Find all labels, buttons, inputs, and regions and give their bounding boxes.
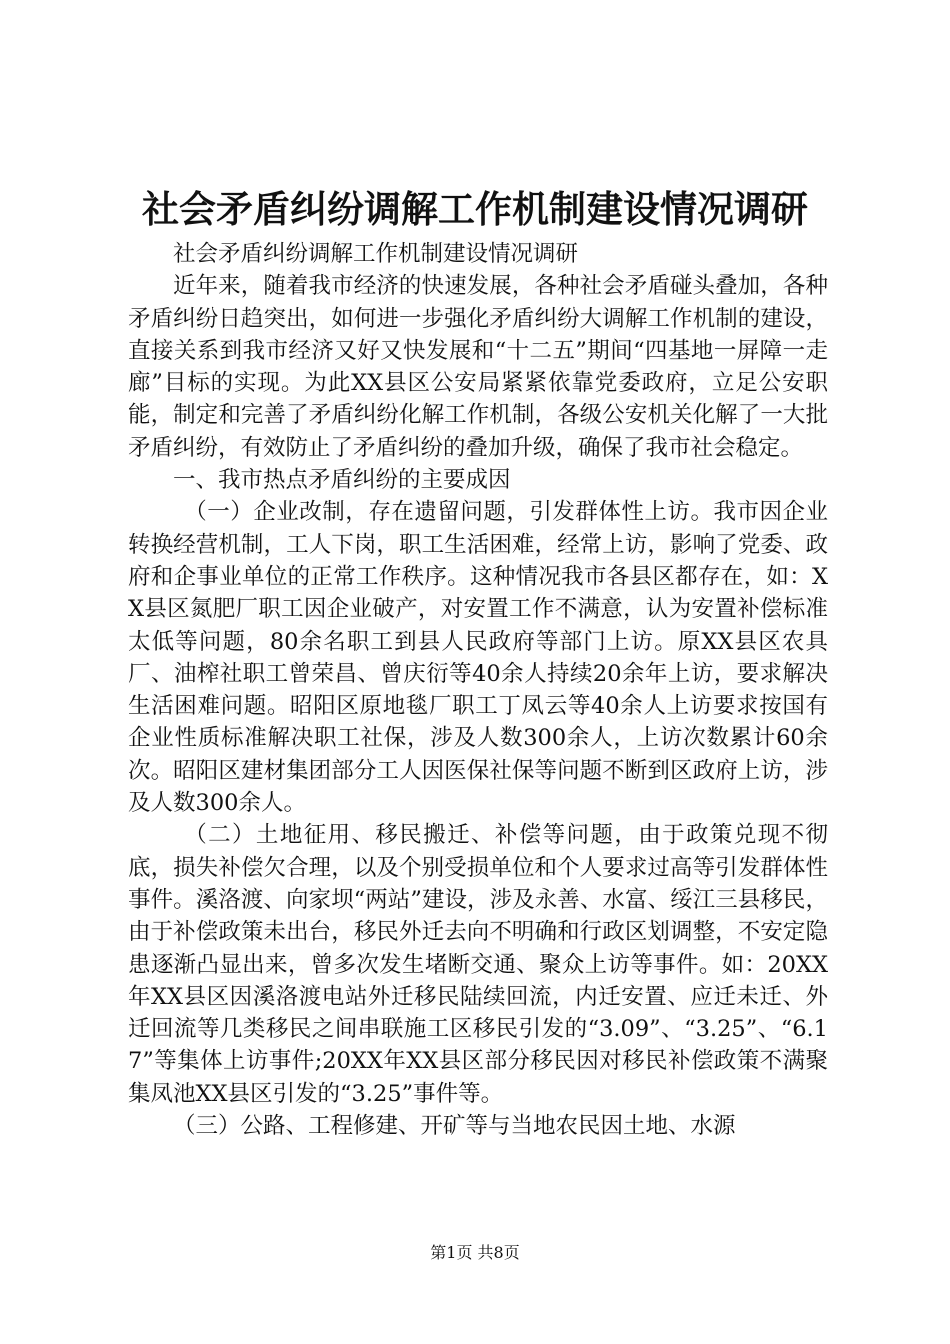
document-body — [128, 238, 828, 1142]
paragraph-item-1: （一）企业改制，存在遗留问题，引发群体性上访。我市因企业转换经营机制，工人下岗，职工生活困难，经常上访，影响了党委、政府和企事业单位的正常工作秩序。这种情况我市各县区都存在，如：XX县区氮肥厂职工因企业破产，对安置工作不满意，认为安置补偿标准太低等问题，80余名职工到县人民政府等部门上访。原XX县区农具厂、油榨社职工曾荣昌、曾庆衍等40余人持续20余年上访，要求解决生活困难问题。昭阳区原地毯厂职工丁凤云等40余人上访要求按国有企业性质标准解决职工社保，涉及人数300余人，上访次数累计60余次。昭阳区建材集团部分工人因医保社保等问题不断到区政府上访，涉及人数300余人。 — [128, 499, 828, 817]
paragraph-item-2: （二）土地征用、移民搬迁、补偿等问题，由于政策兑现不彻底，损失补偿欠合理，以及个别受损单位和个人要求过高等引发群体性事件。溪洛渡、向家坝“两站”建设，涉及永善、水富、绥江三县移民，由于补偿政策未出台，移民外迁去向不明确和行政区划调整，不安定隐患逐渐凸显出来，曾多次发生堵断交通、聚众上访等事件。如：20XX年XX县区因溪洛渡电站外迁移民陆续回流，内迁安置、应迁未迁、外迁回流等几类移民之间串联施工区移民引发的“3.09”、“3.25”、“6.17”等集体上访事件;20XX年XX县区部分移民因对移民补偿政策不满聚集凤池XX县区引发的“3.25”事件等。 — [128, 822, 828, 1107]
paragraph-subtitle: 社会矛盾纠纷调解工作机制建设情况调研 — [173, 241, 579, 267]
section-heading-1: 一、我市热点矛盾纠纷的主要成因 — [173, 467, 511, 494]
page-footer: 第1页 共8页 — [430, 1243, 520, 1262]
document-title: 社会矛盾纠纷调解工作机制建设情况调研 — [142, 187, 808, 231]
paragraph-item-3: （三）公路、工程修建、开矿等与当地农民因土地、水源 — [173, 1113, 736, 1140]
paragraph-intro: 近年来，随着我市经济的快速发展，各种社会矛盾碰头叠加，各种矛盾纠纷日趋突出，如何进一步强化矛盾纠纷大调解工作机制的建设，直接关系到我市经济又好又快发展和“十二五”期间“四基地一屏障一走廊”目标的实现。为此XX县区公安局紧紧依靠党委政府，立足公安职能，制定和完善了矛盾纠纷化解工作机制，各级公安机关化解了一大批矛盾纠纷，有效防止了矛盾纠纷的叠加升级，确保了我市社会稳定。 — [128, 273, 828, 461]
